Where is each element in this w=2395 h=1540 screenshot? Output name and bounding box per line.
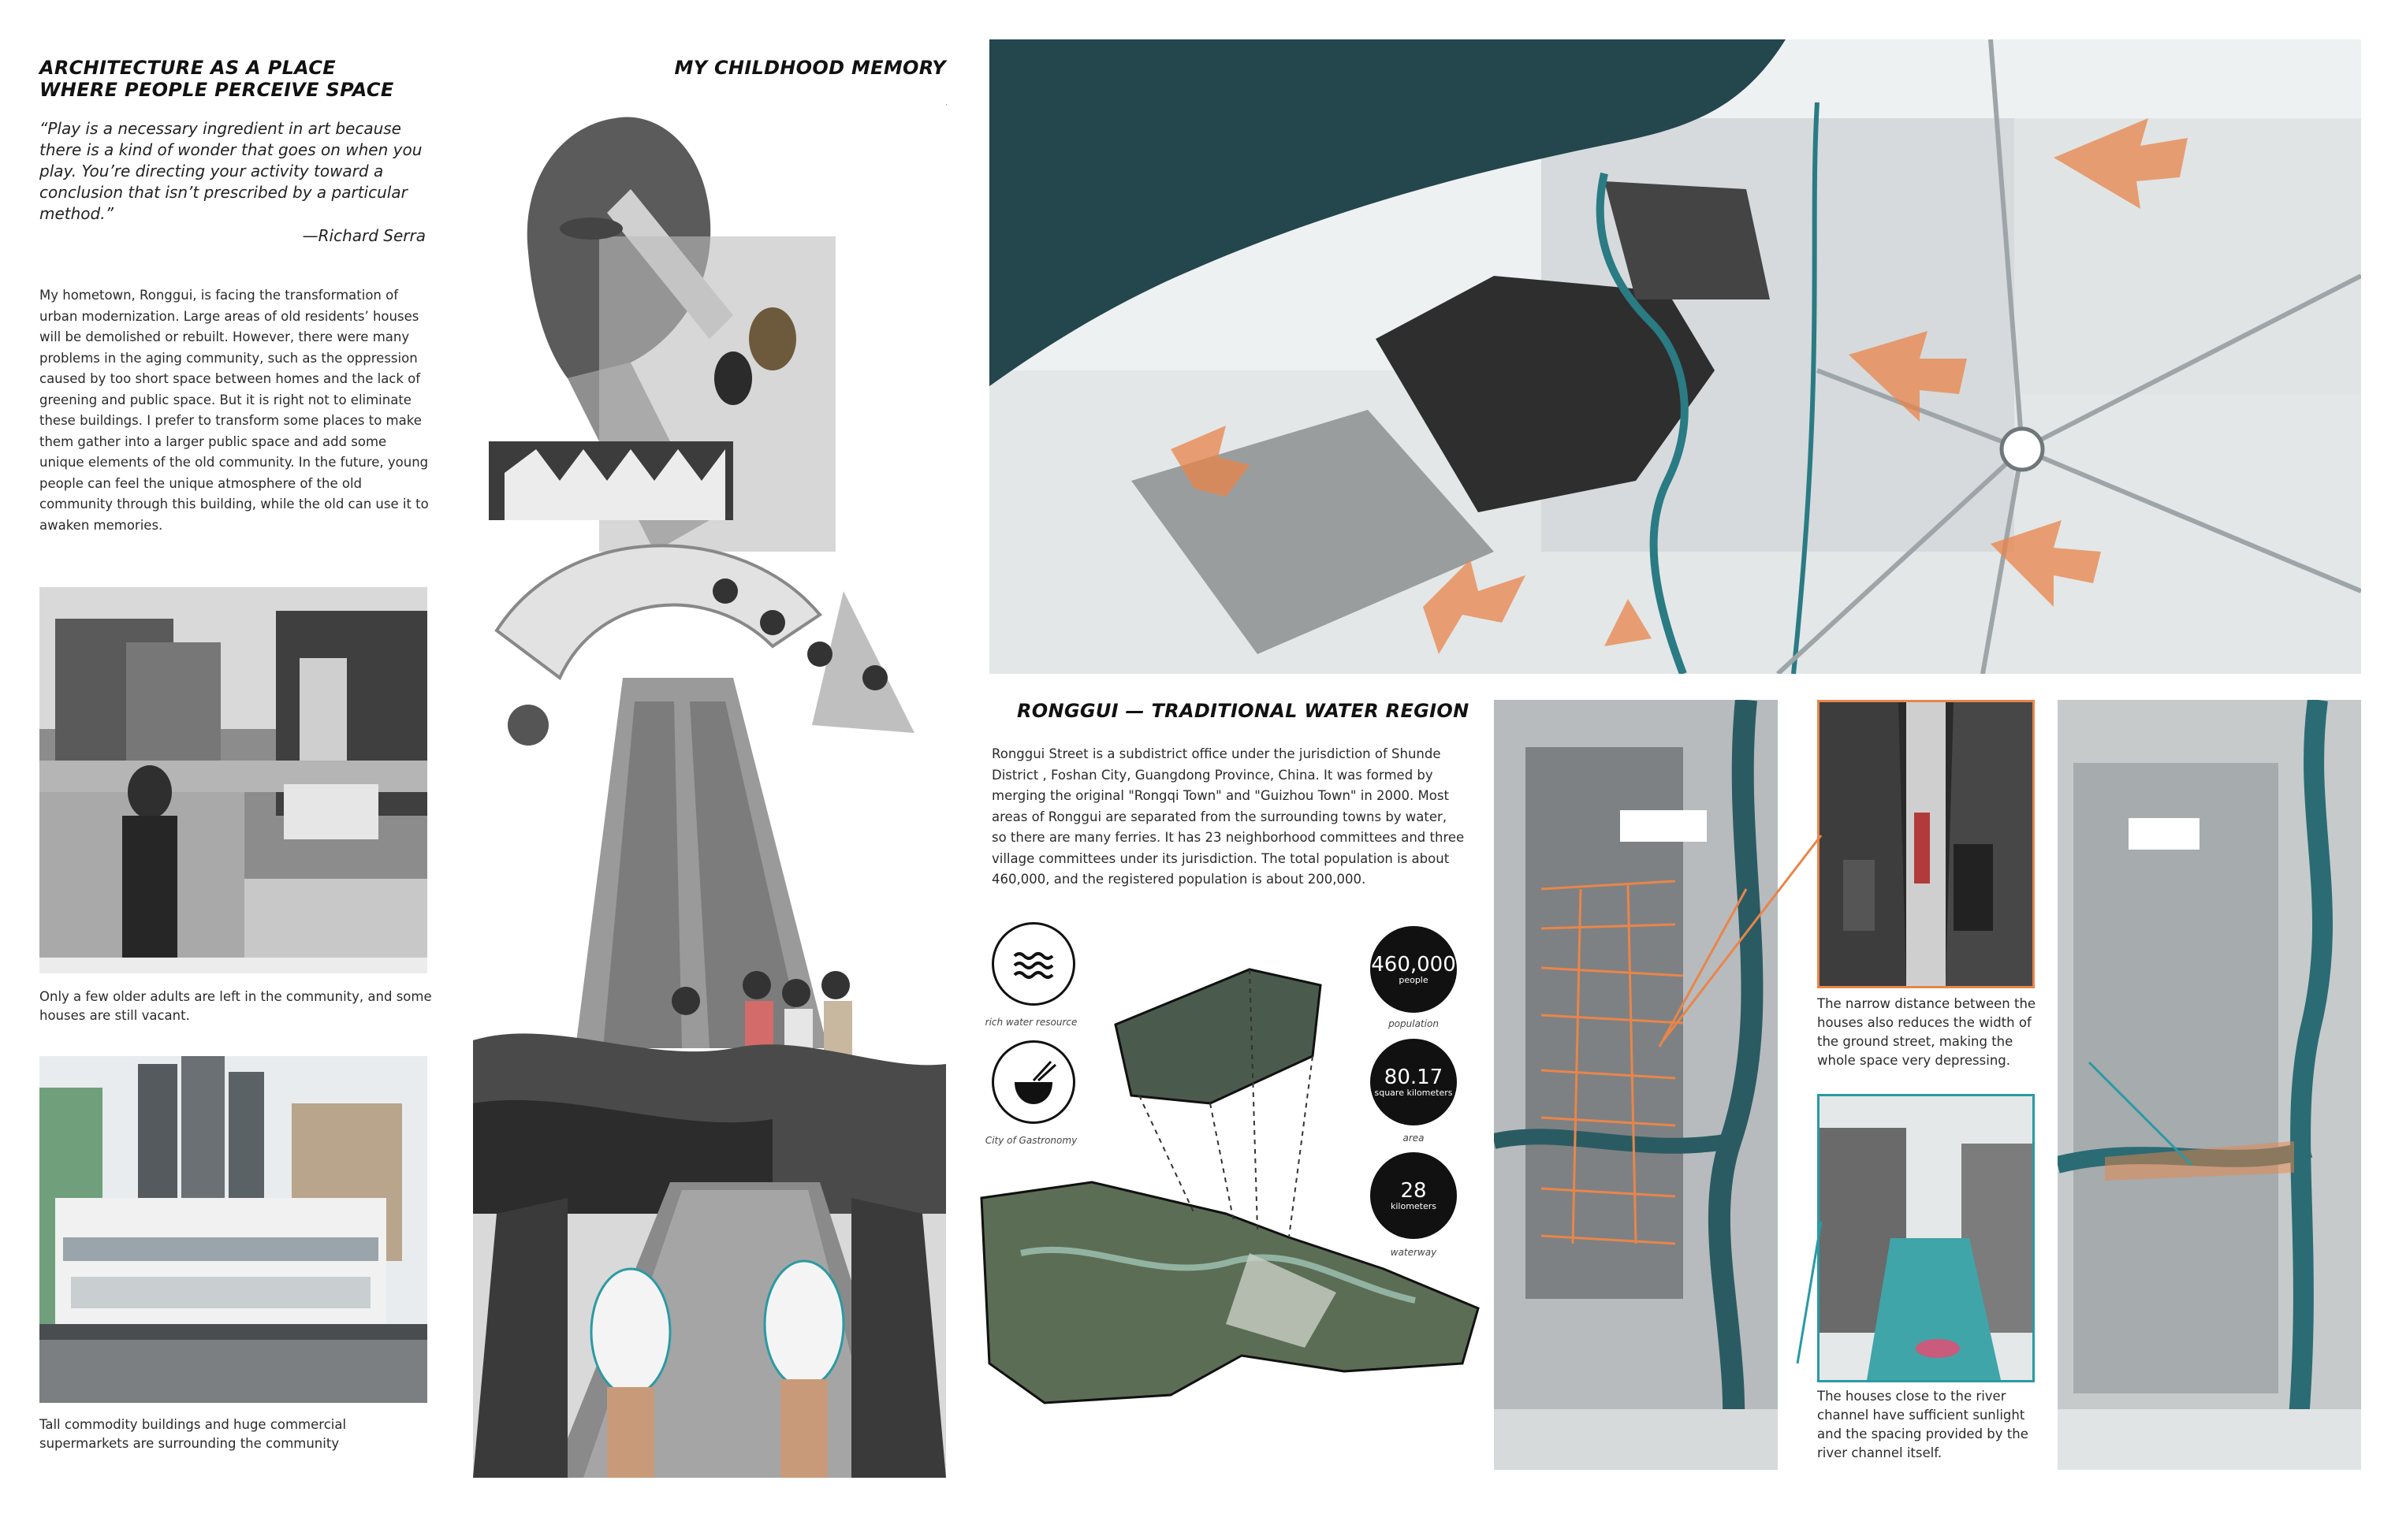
area-label: area [1402, 1133, 1425, 1144]
area-value: 80.17 [1384, 1066, 1443, 1089]
river-canal-photo [1817, 1094, 2035, 1382]
district-satellite-map [974, 954, 1486, 1427]
region-paragraph: Ronggui Street is a subdistrict office under the jurisdiction of Shunde District , Foshan City, Guangdong Province, China. It was formed by merging the original "Rongqi Town" and "Guizhou Town" in 2000. Most areas of Ronggui are separated from the surrounding towns by water, so there are many ferries. It has 23 neighborhood committees and three village committees under its jurisdiction. The total population is about 460,000, and the registered population is about 200,000. [992, 746, 1465, 887]
hometown-paragraph: My hometown, Ronggui, is facing the transformation of urban modernization. Large areas of old residents’ houses will be demolished or rebuilt. However, there were many problems in the aging community, such as the oppression caused by too short space between homes and the lack of greening and public space. But it is right not to eliminate these buildings. I prefer to transform some places to make them gather into a larger public space and add some unique elements of the old community. In the future, young people can feel the unique atmosphere of the old community through this building, while the old can use it to awaken memories. [39, 288, 429, 533]
river-canal-caption: The houses close to the river channel have sufficient sunlight and the spacing provided by the river channel itself. [1817, 1389, 2028, 1460]
waterway-value: 28 [1400, 1179, 1427, 1203]
aerial-river-channel [2058, 700, 2361, 1470]
quote-author: —Richard Serra [302, 226, 426, 245]
population-unit: people [1399, 975, 1428, 985]
narrow-street-caption: The narrow distance between the houses also reduces the width of the ground street, making the whole space very depressing. [1817, 996, 2036, 1068]
population-label: population [1388, 1018, 1439, 1029]
gastronomy-label: City of Gastronomy [985, 1135, 1078, 1146]
population-value: 460,000 [1371, 953, 1456, 976]
old-community-photo [39, 587, 427, 973]
older-adults-caption: Only a few older adults are left in the community, and some houses are still vacant. [39, 989, 432, 1023]
waterway-unit: kilometers [1390, 1201, 1437, 1211]
area-unit: square kilometers [1374, 1088, 1453, 1098]
ronggui-top-map [989, 39, 2361, 674]
waterway-label: waterway [1390, 1247, 1437, 1258]
tall-buildings-caption: Tall commodity buildings and huge commercial supermarkets are surrounding the community [39, 1417, 347, 1451]
narrow-street-photo [1817, 700, 2035, 988]
connector-lines [1656, 828, 1829, 1379]
tall-buildings-photo [39, 1056, 427, 1403]
left-title: ARCHITECTURE AS A PLACE WHERE PEOPLE PERCEIVE SPACE [39, 57, 394, 101]
slide-collage [473, 79, 946, 1478]
serra-quote: “Play is a necessary ingredient in art because there is a kind of wonder that goes on when you play. You’re directing your activity toward a conclusion that isn’t prescribed by a particular method.” [39, 119, 423, 223]
collage-title: MY CHILDHOOD MEMORY [674, 57, 946, 79]
region-title: RONGGUI — TRADITIONAL WATER REGION [1017, 700, 1469, 722]
water-resource-label: rich water resource [985, 1017, 1078, 1028]
